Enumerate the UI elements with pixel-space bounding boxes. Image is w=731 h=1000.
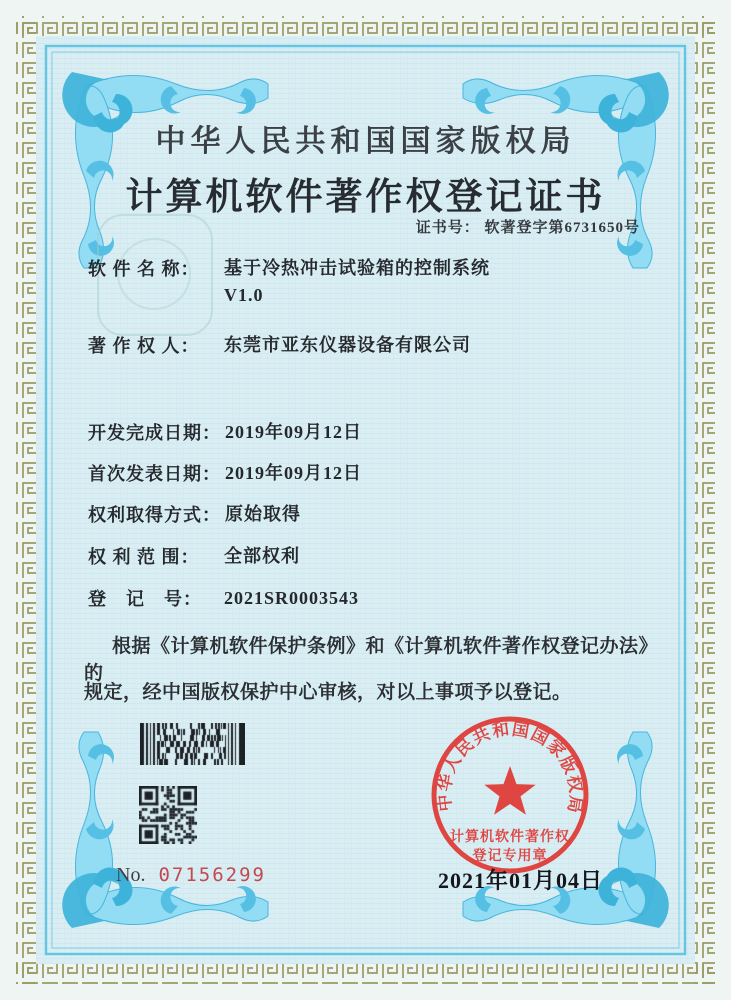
software-name-text: 基于冷热冲击试验箱的控制系统 — [224, 258, 490, 278]
field-value-software-name — [224, 255, 490, 309]
field-label-rights-scope: 权 利 范 围： — [88, 547, 200, 567]
field-value-copyright-owner: 东莞市亚东仪器设备有限公司 — [224, 335, 471, 355]
certificate-number-value: 软著登字第6731650号 — [484, 220, 640, 236]
issue-date: 2021年01月04日 — [438, 868, 604, 893]
greek-key-border — [16, 16, 715, 984]
field-row-registration-number — [88, 585, 661, 612]
seal-star-icon — [484, 766, 535, 815]
official-red-seal — [415, 700, 605, 890]
field-value-rights-scope: 全部权利 — [224, 546, 300, 566]
certificate-number-line — [416, 216, 640, 237]
field-row-rights-scope — [88, 543, 661, 570]
field-row-dev-complete-date — [88, 419, 661, 446]
field-label-first-publish-date: 首次发表日期： — [88, 464, 221, 484]
statement-line-1: 根据《计算机软件保护条例》和《计算机软件著作权登记办法》的 — [84, 636, 649, 684]
field-value-dev-complete-date: 2019年09月12日 — [225, 422, 362, 442]
field-row-software-name — [88, 255, 661, 309]
serial-number-line — [116, 864, 266, 887]
field-row-first-publish-date — [88, 460, 661, 487]
field-value-first-publish-date: 2019年09月12日 — [225, 463, 362, 483]
field-label-software-name: 软 件 名 称： — [88, 259, 200, 279]
certificate-number-label: 证书号： — [415, 220, 480, 236]
field-label-rights-acquisition: 权利取得方式： — [88, 505, 221, 525]
serial-number: 07156299 — [158, 864, 266, 886]
seal-caption-line-1: 计算机软件著作权 — [450, 830, 570, 845]
software-version-text: V1.0 — [224, 285, 264, 305]
issuing-authority-title: 中华人民共和国国家版权局 — [155, 125, 576, 158]
field-label-dev-complete-date: 开发完成日期： — [88, 423, 221, 443]
statement-line-2: 规定，经中国版权保护中心审核，对以上事项予以登记。 — [84, 682, 572, 703]
field-row-rights-acquisition — [88, 501, 661, 528]
qr-code — [139, 786, 197, 844]
serial-prefix: No. — [116, 864, 146, 886]
field-label-copyright-owner: 著 作 权 人： — [88, 336, 200, 356]
field-row-copyright-owner — [88, 332, 661, 359]
seal-ring-text: 中华人民共和国国家版权局 — [434, 719, 586, 816]
seal-caption-line-2: 登记专用章 — [472, 849, 548, 864]
stacked-barcode — [140, 723, 245, 765]
certificate-title: 计算机软件著作权登记证书 — [125, 177, 606, 218]
field-value-rights-acquisition: 原始取得 — [225, 504, 301, 524]
field-label-registration-number: 登 记 号： — [88, 589, 202, 609]
field-value-registration-number: 2021SR0003543 — [224, 588, 360, 608]
